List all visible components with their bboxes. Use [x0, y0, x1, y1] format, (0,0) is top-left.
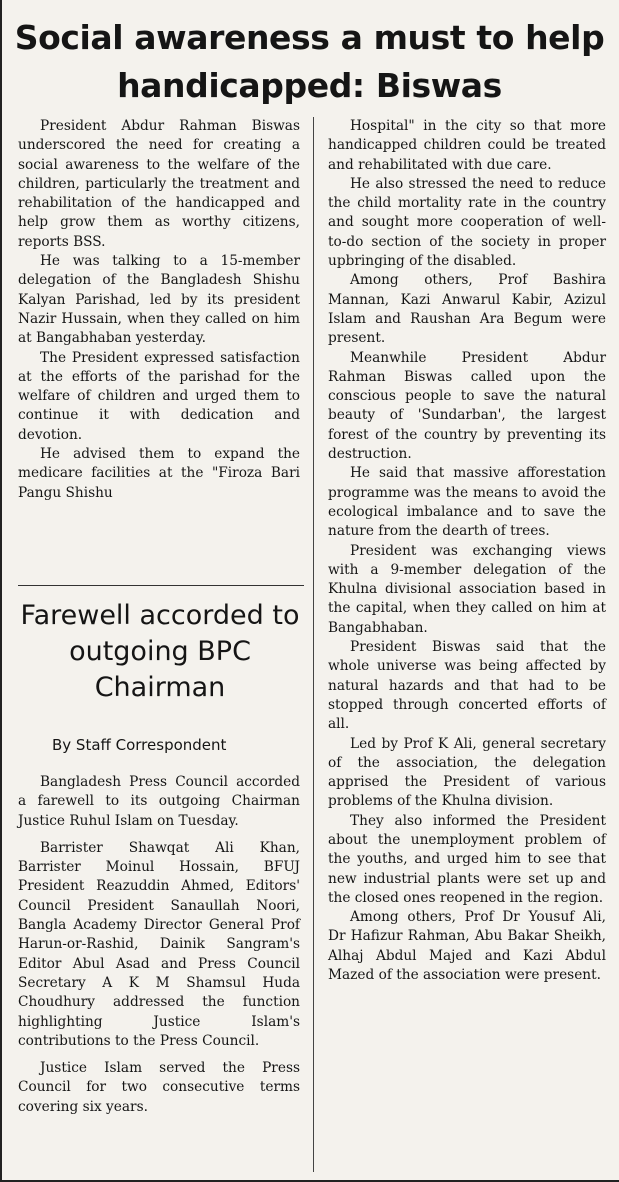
article-left-column: [18, 117, 300, 503]
article-paragraph: Hospital" in the city so that more handicapped children could be treated and rehabilitated with due care.: [328, 118, 606, 173]
article-paragraph: The President expressed satisfaction at the efforts of the parishad for the welfare of children and urged them to continue it with dedication and devotion.: [18, 349, 300, 443]
article-headline: Social awareness a must to help handicapped: Biswas: [14, 18, 605, 105]
article-paragraph: He was talking to a 15-member delegation of the Bangladesh Shishu Kalyan Parishad, led by its president Nazir Hussain, when they called on him at Bangabhaban yesterday.: [18, 253, 300, 347]
column-divider: [313, 117, 314, 1172]
article-paragraph: He said that massive afforestation programme was the means to avoid the ecological imbalance and to save the nature from the dearth of trees.: [328, 465, 606, 540]
article-paragraph: Among others, Prof Dr Yousuf Ali, Dr Hafizur Rahman, Abu Bakar Sheikh, Alhaj Abdul Majed and Kazi Abdul Mazed of the association were present.: [328, 909, 606, 984]
article-paragraph: President Biswas said that the whole universe was being affected by natural hazards and that had to be stopped through concerted efforts of all.: [328, 639, 606, 733]
byline: By Staff Correspondent: [52, 736, 227, 754]
article-paragraph: Among others, Prof Bashira Mannan, Kazi Anwarul Kabir, Azizul Islam and Raushan Ara Begum were present.: [328, 272, 606, 347]
article-paragraph: President was exchanging views with a 9-member delegation of the Khulna divisional association based in the capital, when they called on him at Bangabhaban.: [328, 542, 606, 636]
article-paragraph: Led by Prof K Ali, general secretary of the association, the delegation apprised the President of various problems of the Khulna division.: [328, 735, 606, 810]
article-paragraph: President Abdur Rahman Biswas underscored the need for creating a social awareness to the welfare of the children, particularly the treatment and rehabilitation of the handicapped and help grow them as worthy citizens, reports BSS.: [18, 118, 300, 250]
article-paragraph: They also informed the President about the unemployment problem of the youths, and urged him to see that new industrial plants were set up and the closed ones reopened in the region.: [328, 812, 606, 906]
article-right-column: [328, 117, 606, 985]
article-paragraph: Barrister Shawqat Ali Khan, Barrister Moinul Hossain, BFUJ President Reazuddin Ahmed, Editors' Council President Sanaullah Noori, Bangla Academy Director General Prof Harun-or-Rashid, Dainik Sangram's Editor Abul Asad and Press Council Secretary A K M Shamsul Huda Choudhury addressed the function highlighting Justice Islam's contributions to the Press Council.: [18, 839, 300, 1049]
article-paragraph: Justice Islam served the Press Council for two consecutive terms covering six years.: [18, 1060, 300, 1115]
article-paragraph: Bangladesh Press Council accorded a farewell to its outgoing Chairman Justice Ruhul Islam on Tuesday.: [18, 774, 300, 829]
article-paragraph: Meanwhile President Abdur Rahman Biswas called upon the conscious people to save the natural beauty of 'Sundarban', the largest forest of the country by preventing its destruction.: [328, 349, 606, 463]
second-article-body: [18, 773, 300, 1117]
section-divider: [18, 585, 304, 586]
article-paragraph: He advised them to expand the medicare facilities at the "Firoza Bari Pangu Shishu: [18, 446, 300, 501]
second-article-headline: Farewell accorded to outgoing BPC Chairman: [20, 600, 300, 703]
article-paragraph: He also stressed the need to reduce the child mortality rate in the country and sought more cooperation of well-to-do section of the society in proper upbringing of the disabled.: [328, 175, 606, 270]
